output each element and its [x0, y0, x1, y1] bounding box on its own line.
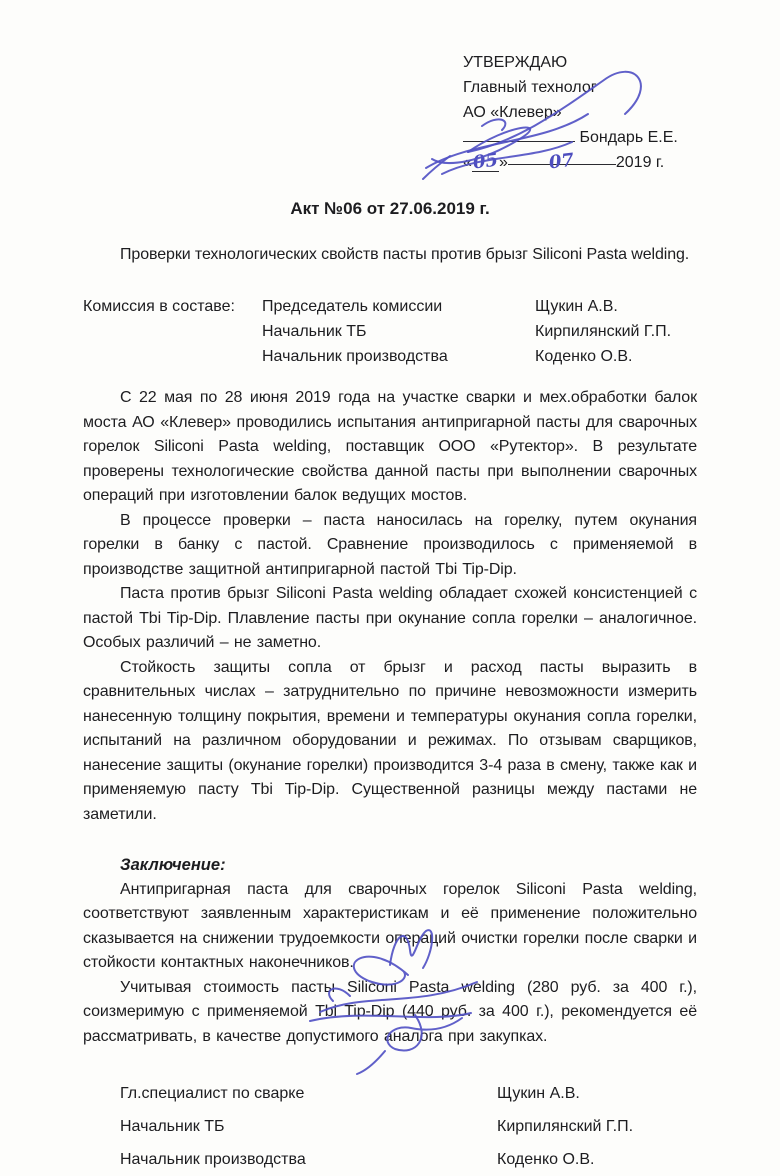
quote-close: »	[498, 154, 508, 171]
commission-row	[262, 294, 697, 319]
conclusion-text	[83, 878, 697, 1050]
handwritten-month: 07	[548, 149, 576, 174]
signature-role: Начальник производства	[120, 1150, 306, 1168]
body-paragraph: В процессе проверки – паста наносилась на горелку, путем окунания горелки в банку с пастой. Сравнение производилось с применяемой в производстве защитной антипригарной пастой Tbi Tip-Dip.	[83, 511, 697, 578]
date-blank-line	[508, 149, 616, 174]
body-text	[83, 386, 697, 827]
signature-role: Начальник ТБ	[120, 1117, 225, 1135]
commission-role: Начальник производства	[262, 348, 448, 365]
document-title: Акт №06 от 27.06.2019 г.	[290, 199, 490, 218]
signatures-block	[83, 1077, 697, 1176]
commission-role: Председатель комиссии	[262, 298, 443, 315]
commission-name: Щукин А.В.	[535, 298, 618, 315]
commission-rows	[262, 294, 697, 369]
approver-name: Бондарь Е.Е.	[579, 129, 678, 146]
conclusion-paragraph: Учитывая стоимость пасты Siliconi Pasta welding (280 руб. за 400 г.), соизмеримую с применяемой Tbi Tip-Dip (440 руб. за 400 г.), рекомендуется её рассматривать, в качестве допустимого аналога при закупках.	[83, 978, 697, 1045]
year-suffix: 2019 г.	[615, 154, 665, 171]
commission-row	[262, 319, 697, 344]
body-paragraph: Паста против брызг Siliconi Pasta welding обладает схожей консистенцией с пастой Tbi Tip-Dip. Плавление пасты при окунание сопла горелки – аналогичное. Особых различий – не заметно.	[83, 585, 697, 651]
body-paragraph: С 22 мая по 28 июня 2019 года на участке сварки и мех.обработки балок моста АО «Клевер» проводились испытания антипригарной пасты для сварочных горелок Siliconi Pasta welding, поставщик ООО «Рутектор». В результате проверены технологические свойства данной пасты при выполнении сварочных операций при изготовлении балок ведущих мостов.	[83, 389, 697, 504]
approval-date-line	[463, 150, 697, 175]
commission-row	[262, 344, 697, 369]
conclusion-heading: Заключение:	[120, 856, 226, 874]
approval-signature-line	[463, 125, 697, 150]
commission-block	[83, 294, 697, 369]
signature-blank-line	[463, 127, 575, 142]
signature-row	[83, 1110, 697, 1143]
commission-label: Комиссия в составе:	[83, 298, 235, 315]
commission-name: Коденко О.В.	[535, 348, 633, 365]
handwritten-day: 05	[471, 149, 500, 174]
signature-role: Гл.специалист по сварке	[120, 1084, 305, 1102]
approver-company: АО «Клевер»	[463, 104, 562, 121]
signature-name: Коденко О.В.	[497, 1150, 595, 1168]
document-subtitle: Проверки технологических свойств пасты против брызг Siliconi Pasta welding.	[120, 246, 690, 263]
approval-block	[463, 50, 697, 175]
conclusion-paragraph: Антипригарная паста для сварочных горелок Siliconi Pasta welding, соответствуют заявленным характеристикам и её применение положительно сказывается на снижении трудоемкости операций очистки горелки после сварки и стойкости контактных наконечников.	[83, 880, 697, 971]
commission-role: Начальник ТБ	[262, 323, 367, 340]
signature-name: Кирпилянский Г.П.	[497, 1117, 634, 1135]
signature-row	[83, 1143, 697, 1176]
signature-name: Щукин А.В.	[497, 1084, 580, 1102]
commission-name: Кирпилянский Г.П.	[535, 323, 672, 340]
approval-label: УТВЕРЖДАЮ	[463, 54, 568, 71]
body-paragraph: Стойкость защиты сопла от брызг и расход пасты выразить в сравнительных числах – затруднительно по причине невозможности измерить нанесенную толщину покрытия, времени и температуры окунания сопла горелки, испытаний на различном оборудовании и режимах. По отзывам сварщиков, нанесение защиты (окунание горелки) производится 3-4 раза в смену, также как и применяемую пасту Tbi Tip-Dip. Существенной разницы между пастами не заметили.	[83, 658, 697, 823]
approver-position: Главный технолог	[463, 79, 597, 96]
signature-row	[83, 1077, 697, 1110]
quote-open: «	[463, 154, 472, 171]
